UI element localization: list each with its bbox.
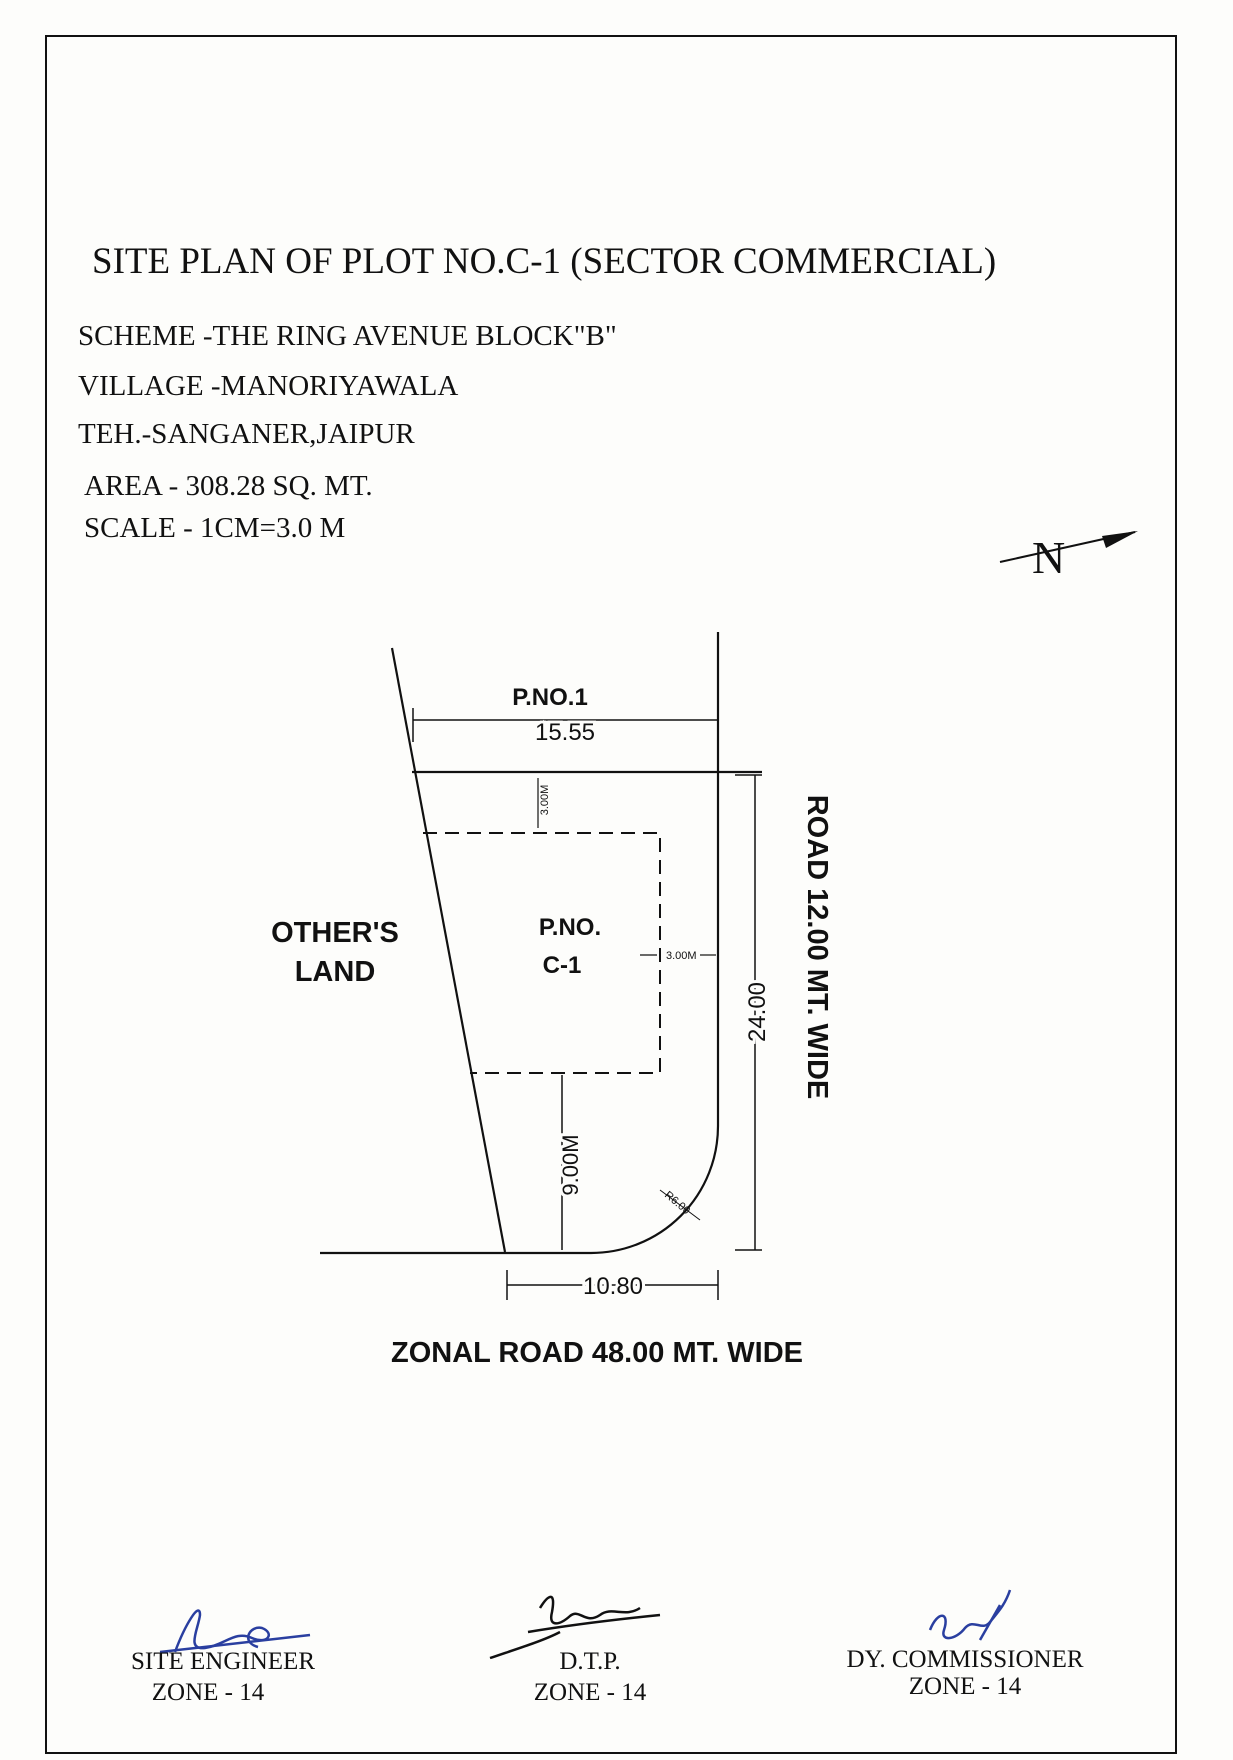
site-engineer-signature xyxy=(160,1610,310,1652)
site-engineer-title: SITE ENGINEER xyxy=(131,1648,315,1675)
west-boundary-line xyxy=(392,648,505,1252)
scale-line: SCALE - 1CM=3.0 M xyxy=(84,512,346,544)
dim-top-label: 15.55 xyxy=(534,719,596,746)
dim-bottom xyxy=(507,1270,718,1300)
adjacent-plot-label: P.NO.1 xyxy=(512,684,588,711)
site-engineer-zone: ZONE - 14 xyxy=(151,1679,265,1706)
commissioner-zone: ZONE - 14 xyxy=(908,1673,1022,1700)
others-land-line2: LAND xyxy=(294,956,376,988)
village-line: VILLAGE -MANORIYAWALA xyxy=(78,370,459,402)
dim-right xyxy=(735,775,771,1250)
plot-label-line1: P.NO. xyxy=(538,914,602,941)
dim-right-label: 24.00 xyxy=(744,981,771,1043)
north-label: N xyxy=(1032,532,1066,583)
plot-label-line2: C-1 xyxy=(542,952,582,979)
side-road-label: ROAD 12.00 MT. WIDE xyxy=(801,794,833,1100)
others-land-line1: OTHER'S xyxy=(271,917,399,949)
dtp-zone: ZONE - 14 xyxy=(533,1679,647,1706)
setback-side-label: 3.00M xyxy=(666,950,697,962)
dim-bottom-label: 10.80 xyxy=(582,1273,644,1300)
dtp-title: D.T.P. xyxy=(559,1648,621,1675)
setback-side xyxy=(640,950,716,962)
setback-rear xyxy=(558,1075,583,1250)
commissioner-title: DY. COMMISSIONER xyxy=(846,1646,1084,1673)
plan-title: SITE PLAN OF PLOT NO.C-1 (SECTOR COMMERCIAL) xyxy=(92,241,997,282)
building-line-dashed xyxy=(423,833,660,1073)
road-edge-line xyxy=(591,632,718,1253)
commissioner-signature xyxy=(930,1590,1010,1640)
scheme-line: SCHEME -THE RING AVENUE BLOCK"B" xyxy=(78,320,617,352)
area-line: AREA - 308.28 SQ. MT. xyxy=(84,470,373,502)
setback-rear-label: 9.00M xyxy=(558,1134,583,1196)
tehsil-line: TEH.-SANGANER,JAIPUR xyxy=(78,418,415,450)
setback-front xyxy=(538,778,551,828)
north-arrow-icon xyxy=(1000,531,1138,583)
radius-label: R6.00 xyxy=(662,1189,693,1218)
setback-front-label: 3.00M xyxy=(539,784,551,816)
zonal-road-label: ZONAL ROAD 48.00 MT. WIDE xyxy=(391,1337,803,1369)
dim-top xyxy=(413,708,718,746)
